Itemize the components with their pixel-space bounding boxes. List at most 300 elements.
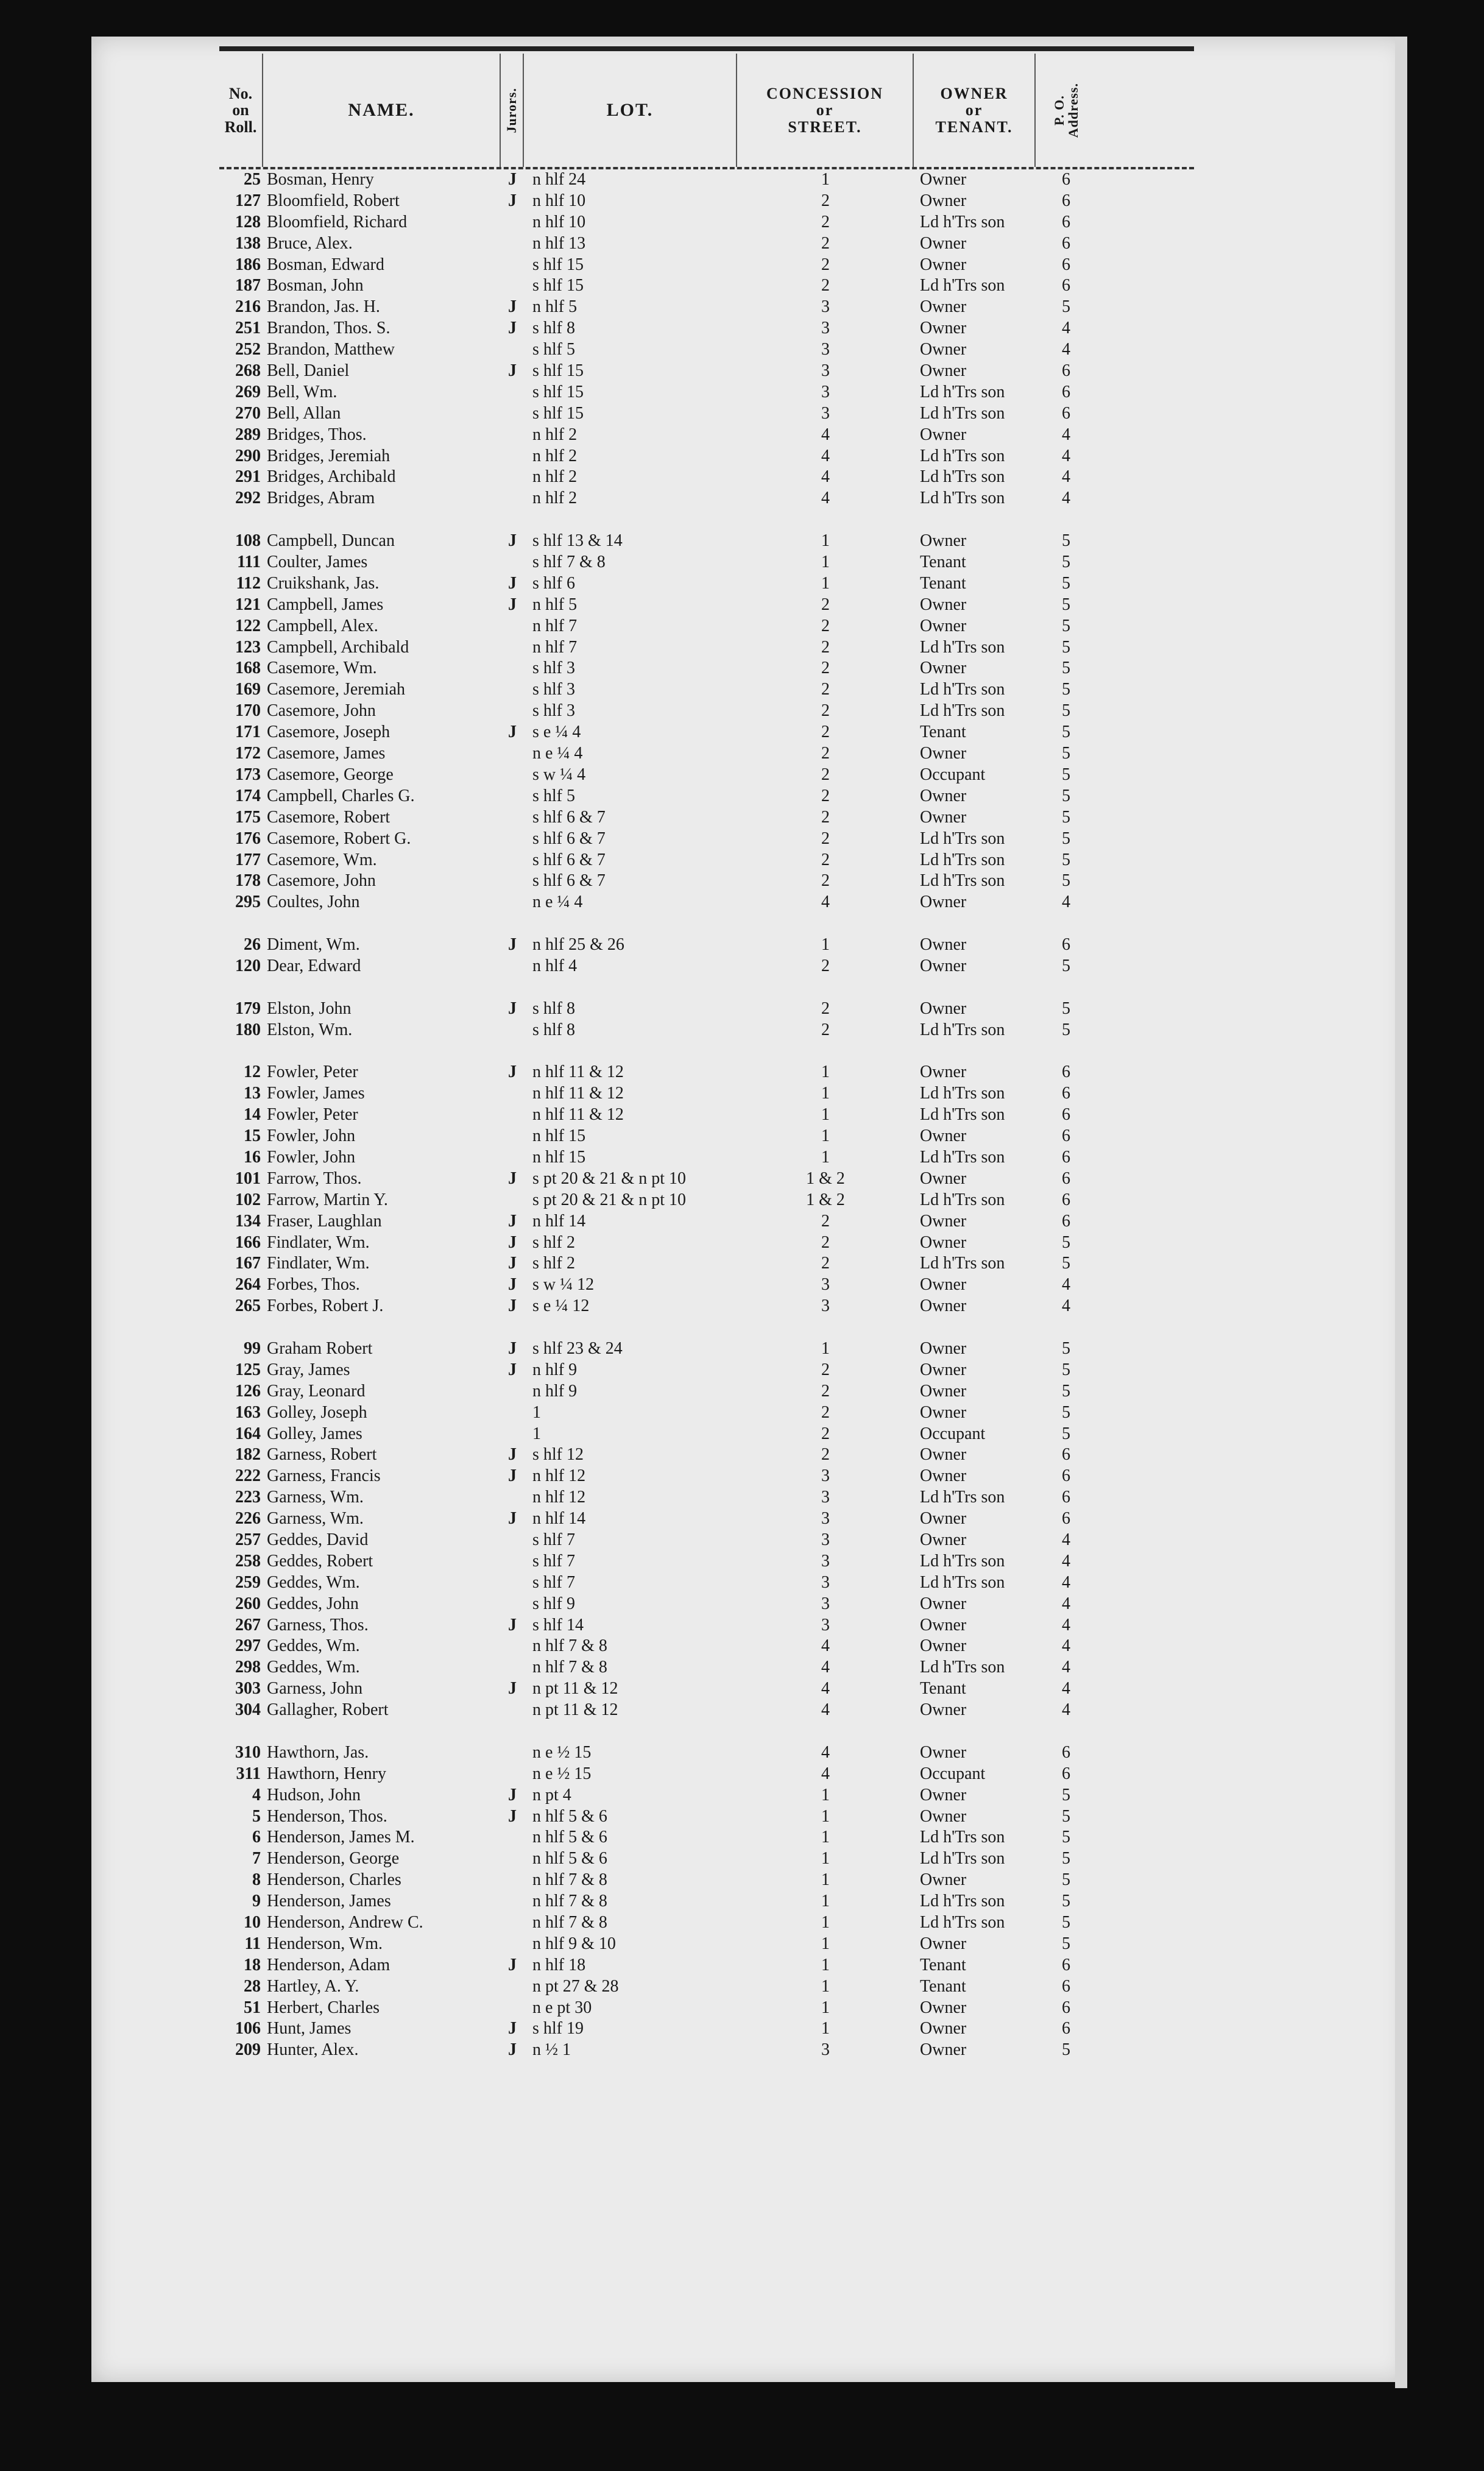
header-no-on-roll: No. on Roll.	[219, 54, 263, 167]
po-address: 5	[1062, 595, 1070, 614]
roll-number: 187	[235, 276, 261, 295]
owner-tenant: Ld h'Trs son	[920, 1105, 1005, 1125]
roll-number: 127	[235, 191, 261, 210]
header-name: NAME.	[263, 54, 501, 167]
voter-name: Henderson, Charles	[267, 1870, 401, 1890]
table-row	[219, 1105, 1194, 1126]
table-row	[219, 1487, 1194, 1508]
table-row	[219, 339, 1194, 361]
group-spacer	[219, 1721, 1194, 1742]
lot: s hlf 5	[532, 786, 575, 805]
owner-tenant: Owner	[920, 1232, 967, 1252]
table-row	[219, 1338, 1194, 1360]
concession: 1	[821, 1934, 830, 1953]
lot: n hlf 18	[532, 1955, 586, 1974]
roll-number: 106	[235, 2019, 261, 2038]
po-address: 5	[1062, 297, 1070, 317]
po-address: 5	[1062, 1806, 1070, 1826]
roll-number: 111	[237, 553, 261, 572]
owner-tenant: Tenant	[920, 1976, 966, 1996]
voter-name: Hawthorn, Henry	[267, 1764, 386, 1783]
owner-tenant: Owner	[920, 361, 967, 381]
table-row	[219, 637, 1194, 659]
juror-mark: J	[508, 723, 517, 742]
concession: 4	[821, 425, 830, 444]
voter-name: Cruikshank, Jas.	[267, 573, 380, 593]
table-row	[219, 488, 1194, 509]
voter-name: Bell, Daniel	[267, 361, 350, 381]
concession: 3	[821, 382, 830, 401]
po-address: 5	[1062, 2040, 1070, 2060]
roll-number: 289	[235, 425, 261, 444]
voters-list-table	[219, 46, 1194, 2061]
group-spacer	[219, 1317, 1194, 1338]
po-address: 5	[1062, 1338, 1070, 1358]
po-address: 4	[1062, 1296, 1070, 1316]
owner-tenant: Owner	[920, 1594, 967, 1613]
voter-name: Garness, John	[267, 1679, 363, 1699]
voter-name: Dear, Edward	[267, 956, 361, 975]
roll-number: 252	[235, 340, 261, 359]
po-address: 5	[1062, 1913, 1070, 1932]
roll-number: 134	[235, 1211, 261, 1231]
voter-name: Fraser, Laughlan	[267, 1211, 382, 1231]
juror-mark: J	[508, 361, 517, 381]
lot: s hlf 7 & 8	[532, 553, 606, 572]
po-address: 5	[1062, 1828, 1070, 1847]
roll-number: 8	[252, 1870, 261, 1890]
po-address: 5	[1062, 1254, 1070, 1273]
header-po	[1036, 54, 1097, 167]
po-address: 4	[1062, 1551, 1070, 1571]
voter-name: Findlater, Wm.	[267, 1232, 370, 1252]
juror-mark: J	[508, 1168, 517, 1188]
roll-number: 303	[235, 1679, 261, 1699]
table-row	[219, 1211, 1194, 1232]
po-address: 4	[1062, 1615, 1070, 1635]
po-address: 5	[1062, 1424, 1070, 1443]
owner-tenant: Owner	[920, 1870, 967, 1890]
owner-tenant: Tenant	[920, 1955, 966, 1974]
concession: 4	[821, 1658, 830, 1677]
roll-number: 178	[235, 871, 261, 891]
owner-tenant: Owner	[920, 255, 967, 274]
po-address: 4	[1062, 340, 1070, 359]
voter-name: Hawthorn, Jas.	[267, 1742, 369, 1762]
voter-name: Henderson, Wm.	[267, 1934, 383, 1953]
header-owner-tenant: OWNER or TENANT.	[914, 54, 1036, 167]
table-row	[219, 1147, 1194, 1168]
table-row	[219, 2018, 1194, 2040]
roll-number: 209	[235, 2040, 261, 2060]
voter-name: Gallagher, Robert	[267, 1700, 389, 1720]
table-header	[219, 54, 1194, 169]
owner-tenant: Ld h'Trs son	[920, 1254, 1005, 1273]
concession: 2	[821, 255, 830, 274]
roll-number: 226	[235, 1509, 261, 1529]
voter-name: Hunter, Alex.	[267, 2040, 359, 2060]
voter-name: Coulter, James	[267, 553, 368, 572]
po-address: 6	[1062, 361, 1070, 381]
voter-name: Casemore, George	[267, 765, 394, 784]
concession: 2	[821, 701, 830, 721]
lot: s hlf 15	[532, 361, 584, 381]
owner-tenant: Owner	[920, 999, 967, 1018]
po-address: 6	[1062, 1126, 1070, 1146]
voter-name: Campbell, Charles G.	[267, 786, 415, 805]
voter-name: Graham Robert	[267, 1338, 373, 1358]
voter-name: Findlater, Wm.	[267, 1254, 370, 1273]
concession: 1	[821, 1338, 830, 1358]
voter-name: Geddes, Robert	[267, 1551, 373, 1571]
table-row	[219, 255, 1194, 276]
po-address: 4	[1062, 1594, 1070, 1613]
lot: n e ¼ 4	[532, 744, 583, 763]
lot: n hlf 11 & 12	[532, 1105, 624, 1125]
lot: s hlf 5	[532, 340, 575, 359]
po-address: 6	[1062, 1147, 1070, 1167]
owner-tenant: Owner	[920, 1126, 967, 1146]
voter-name: Henderson, George	[267, 1849, 400, 1868]
roll-number: 311	[236, 1764, 261, 1783]
owner-tenant: Tenant	[920, 553, 966, 572]
concession: 1	[821, 1147, 830, 1167]
owner-tenant: Owner	[920, 170, 967, 189]
roll-number: 14	[244, 1105, 261, 1125]
concession: 1 & 2	[806, 1168, 845, 1188]
roll-number: 268	[235, 361, 261, 381]
concession: 2	[821, 956, 830, 975]
owner-tenant: Ld h'Trs son	[920, 871, 1005, 891]
concession: 3	[821, 403, 830, 423]
page-edge	[1395, 37, 1407, 2388]
header-jurors	[501, 54, 524, 167]
concession: 1	[821, 1892, 830, 1911]
juror-mark: J	[508, 2040, 517, 2060]
lot: s hlf 7	[532, 1551, 575, 1571]
roll-number: 120	[235, 956, 261, 975]
table-row	[219, 1296, 1194, 1317]
voter-name: Garness, Wm.	[267, 1509, 364, 1529]
po-address: 5	[1062, 807, 1070, 827]
po-address: 5	[1062, 659, 1070, 678]
po-address: 5	[1062, 1785, 1070, 1805]
table-row	[219, 361, 1194, 382]
concession: 2	[821, 680, 830, 699]
lot: s hlf 8	[532, 999, 575, 1018]
po-address: 6	[1062, 255, 1070, 274]
lot: n hlf 7 & 8	[532, 1658, 607, 1677]
roll-number: 269	[235, 382, 261, 401]
concession: 2	[821, 276, 830, 295]
lot: s hlf 13 & 14	[532, 531, 623, 551]
roll-number: 6	[252, 1828, 261, 1847]
lot: n hlf 5 & 6	[532, 1849, 607, 1868]
juror-mark: J	[508, 1785, 517, 1805]
po-address: 4	[1062, 893, 1070, 912]
roll-number: 270	[235, 403, 261, 423]
table-row	[219, 403, 1194, 425]
concession: 4	[821, 1679, 830, 1699]
lot: n hlf 9	[532, 1360, 578, 1379]
table-row	[219, 999, 1194, 1020]
header-lot: LOT.	[524, 54, 737, 167]
roll-number: 10	[244, 1913, 261, 1932]
lot: n hlf 2	[532, 446, 578, 465]
table-row	[219, 531, 1194, 552]
voter-name: Geddes, Wm.	[267, 1636, 360, 1656]
voter-name: Bosman, Henry	[267, 170, 374, 189]
table-row	[219, 318, 1194, 339]
concession: 2	[821, 744, 830, 763]
lot: n hlf 10	[532, 212, 586, 232]
voter-name: Diment, Wm.	[267, 935, 360, 955]
concession: 2	[821, 233, 830, 253]
voter-name: Golley, Joseph	[267, 1402, 367, 1422]
po-address: 5	[1062, 1934, 1070, 1953]
concession: 4	[821, 489, 830, 508]
roll-number: 51	[244, 1998, 261, 2017]
voter-name: Bridges, Jeremiah	[267, 446, 390, 465]
roll-number: 128	[235, 212, 261, 232]
roll-number: 9	[252, 1892, 261, 1911]
concession: 3	[821, 1594, 830, 1613]
owner-tenant: Ld h'Trs son	[920, 382, 1005, 401]
roll-number: 260	[235, 1594, 261, 1613]
owner-tenant: Owner	[920, 1168, 967, 1188]
table-row	[219, 1444, 1194, 1466]
owner-tenant: Owner	[920, 2040, 967, 2060]
owner-tenant: Tenant	[920, 573, 966, 593]
lot: n pt 4	[532, 1785, 571, 1805]
owner-tenant: Owner	[920, 1445, 967, 1465]
voter-name: Henderson, Adam	[267, 1955, 390, 1974]
table-row	[219, 1870, 1194, 1891]
concession: 2	[821, 659, 830, 678]
owner-tenant: Owner	[920, 319, 967, 338]
lot: s hlf 6 & 7	[532, 829, 606, 848]
owner-tenant: Ld h'Trs son	[920, 1084, 1005, 1103]
po-address: 6	[1062, 1062, 1070, 1082]
po-address: 6	[1062, 1084, 1070, 1103]
juror-mark: J	[508, 1254, 517, 1273]
voter-name: Bridges, Archibald	[267, 467, 396, 487]
roll-number: 112	[236, 573, 261, 593]
roll-number: 176	[235, 829, 261, 848]
juror-mark: J	[508, 1360, 517, 1379]
voter-name: Bloomfield, Robert	[267, 191, 400, 210]
po-address: 6	[1062, 212, 1070, 232]
roll-number: 171	[235, 723, 261, 742]
lot: s hlf 3	[532, 701, 575, 721]
table-row	[219, 233, 1194, 255]
voter-name: Bruce, Alex.	[267, 233, 353, 253]
juror-mark: J	[508, 1466, 517, 1486]
concession: 1	[821, 1998, 830, 2017]
owner-tenant: Owner	[920, 935, 967, 955]
voter-name: Elston, Wm.	[267, 1020, 353, 1039]
lot: s hlf 14	[532, 1615, 584, 1635]
voter-name: Campbell, Alex.	[267, 616, 378, 635]
table-row	[219, 169, 1194, 191]
roll-number: 216	[235, 297, 261, 317]
roll-number: 99	[244, 1338, 261, 1358]
owner-tenant: Ld h'Trs son	[920, 637, 1005, 657]
concession: 2	[821, 871, 830, 891]
lot: s hlf 9	[532, 1594, 575, 1613]
concession: 1	[821, 1062, 830, 1082]
table-row	[219, 829, 1194, 850]
concession: 4	[821, 446, 830, 465]
po-address: 6	[1062, 170, 1070, 189]
concession: 3	[821, 340, 830, 359]
owner-tenant: Owner	[920, 425, 967, 444]
po-address: 4	[1062, 489, 1070, 508]
voter-name: Henderson, James	[267, 1892, 391, 1911]
concession: 3	[821, 1509, 830, 1529]
voter-name: Farrow, Martin Y.	[267, 1190, 388, 1209]
concession: 3	[821, 1572, 830, 1592]
voter-name: Bell, Wm.	[267, 382, 337, 401]
table-row	[219, 1083, 1194, 1105]
concession: 1	[821, 1870, 830, 1890]
voter-name: Gray, Leonard	[267, 1381, 366, 1401]
lot: n hlf 7	[532, 637, 578, 657]
table-row	[219, 1424, 1194, 1445]
po-address: 6	[1062, 2019, 1070, 2038]
lot: n hlf 12	[532, 1466, 586, 1486]
po-address: 6	[1062, 191, 1070, 210]
lot: s hlf 15	[532, 403, 584, 423]
table-row	[219, 786, 1194, 807]
po-address: 6	[1062, 1764, 1070, 1783]
table-row	[219, 297, 1194, 318]
po-address: 5	[1062, 1892, 1070, 1911]
concession: 1	[821, 2019, 830, 2038]
roll-number: 28	[244, 1976, 261, 1996]
voter-name: Bridges, Abram	[267, 489, 375, 508]
roll-number: 265	[235, 1296, 261, 1316]
owner-tenant: Owner	[920, 1466, 967, 1486]
roll-number: 121	[235, 595, 261, 614]
owner-tenant: Tenant	[920, 1679, 966, 1699]
lot: n hlf 2	[532, 467, 578, 487]
table-row	[219, 1508, 1194, 1530]
table-row	[219, 1062, 1194, 1083]
table-row	[219, 1551, 1194, 1572]
lot: n hlf 14	[532, 1211, 586, 1231]
owner-tenant: Owner	[920, 1338, 967, 1358]
owner-tenant: Owner	[920, 1998, 967, 2017]
owner-tenant: Ld h'Trs son	[920, 829, 1005, 848]
po-address: 5	[1062, 744, 1070, 763]
roll-number: 101	[235, 1168, 261, 1188]
table-row	[219, 1934, 1194, 1955]
po-address: 5	[1062, 1381, 1070, 1401]
lot: s hlf 8	[532, 319, 575, 338]
owner-tenant: Owner	[920, 191, 967, 210]
owner-tenant: Owner	[920, 233, 967, 253]
table-row	[219, 1785, 1194, 1806]
roll-number: 108	[235, 531, 261, 551]
owner-tenant: Owner	[920, 531, 967, 551]
po-address: 5	[1062, 1020, 1070, 1039]
juror-mark: J	[508, 1296, 517, 1316]
concession: 4	[821, 467, 830, 487]
group-spacer	[219, 509, 1194, 531]
roll-number: 186	[235, 255, 261, 274]
concession: 2	[821, 786, 830, 805]
header-jurors-label: Jurors.	[504, 87, 520, 133]
voter-name: Henderson, James M.	[267, 1828, 415, 1847]
po-address: 5	[1062, 871, 1070, 891]
voter-name: Campbell, Archibald	[267, 637, 409, 657]
lot: n hlf 15	[532, 1126, 586, 1146]
roll-number: 13	[244, 1084, 261, 1103]
lot: n hlf 7 & 8	[532, 1870, 607, 1890]
concession: 4	[821, 1700, 830, 1720]
juror-mark: J	[508, 1338, 517, 1358]
roll-number: 180	[235, 1020, 261, 1039]
juror-mark: J	[508, 1806, 517, 1826]
concession: 1	[821, 1976, 830, 1996]
concession: 3	[821, 1466, 830, 1486]
roll-number: 123	[235, 637, 261, 657]
roll-number: 223	[235, 1488, 261, 1507]
owner-tenant: Ld h'Trs son	[920, 680, 1005, 699]
owner-tenant: Owner	[920, 1062, 967, 1082]
lot: n hlf 4	[532, 956, 578, 975]
concession: 3	[821, 361, 830, 381]
lot: s hlf 23 & 24	[532, 1338, 623, 1358]
voter-name: Bell, Allan	[267, 403, 341, 423]
lot: s hlf 7	[532, 1530, 575, 1549]
juror-mark: J	[508, 191, 517, 210]
po-address: 4	[1062, 425, 1070, 444]
owner-tenant: Owner	[920, 1530, 967, 1549]
po-address: 6	[1062, 276, 1070, 295]
owner-tenant: Ld h'Trs son	[920, 403, 1005, 423]
voter-name: Fowler, John	[267, 1126, 356, 1146]
po-address: 4	[1062, 1658, 1070, 1677]
po-address: 5	[1062, 850, 1070, 869]
po-address: 6	[1062, 1466, 1070, 1486]
roll-number: 168	[235, 659, 261, 678]
owner-tenant: Owner	[920, 340, 967, 359]
table-row	[219, 765, 1194, 786]
lot: s pt 20 & 21 & n pt 10	[532, 1190, 687, 1209]
roll-number: 258	[235, 1551, 261, 1571]
table-row	[219, 275, 1194, 297]
po-address: 5	[1062, 553, 1070, 572]
lot: n hlf 12	[532, 1488, 586, 1507]
lot: s hlf 3	[532, 680, 575, 699]
owner-tenant: Owner	[920, 2019, 967, 2038]
header-concession: CONCESSION or STREET.	[737, 54, 914, 167]
roll-number: 264	[235, 1275, 261, 1295]
lot: n hlf 7 & 8	[532, 1892, 607, 1911]
lot: 1	[532, 1402, 541, 1422]
roll-number: 179	[235, 999, 261, 1018]
voter-name: Casemore, Joseph	[267, 723, 390, 742]
lot: s hlf 12	[532, 1445, 584, 1465]
voter-name: Brandon, Thos. S.	[267, 319, 390, 338]
concession: 2	[821, 765, 830, 784]
table-row	[219, 1976, 1194, 1998]
table-row	[219, 1678, 1194, 1700]
concession: 3	[821, 1275, 830, 1295]
lot: s hlf 15	[532, 276, 584, 295]
